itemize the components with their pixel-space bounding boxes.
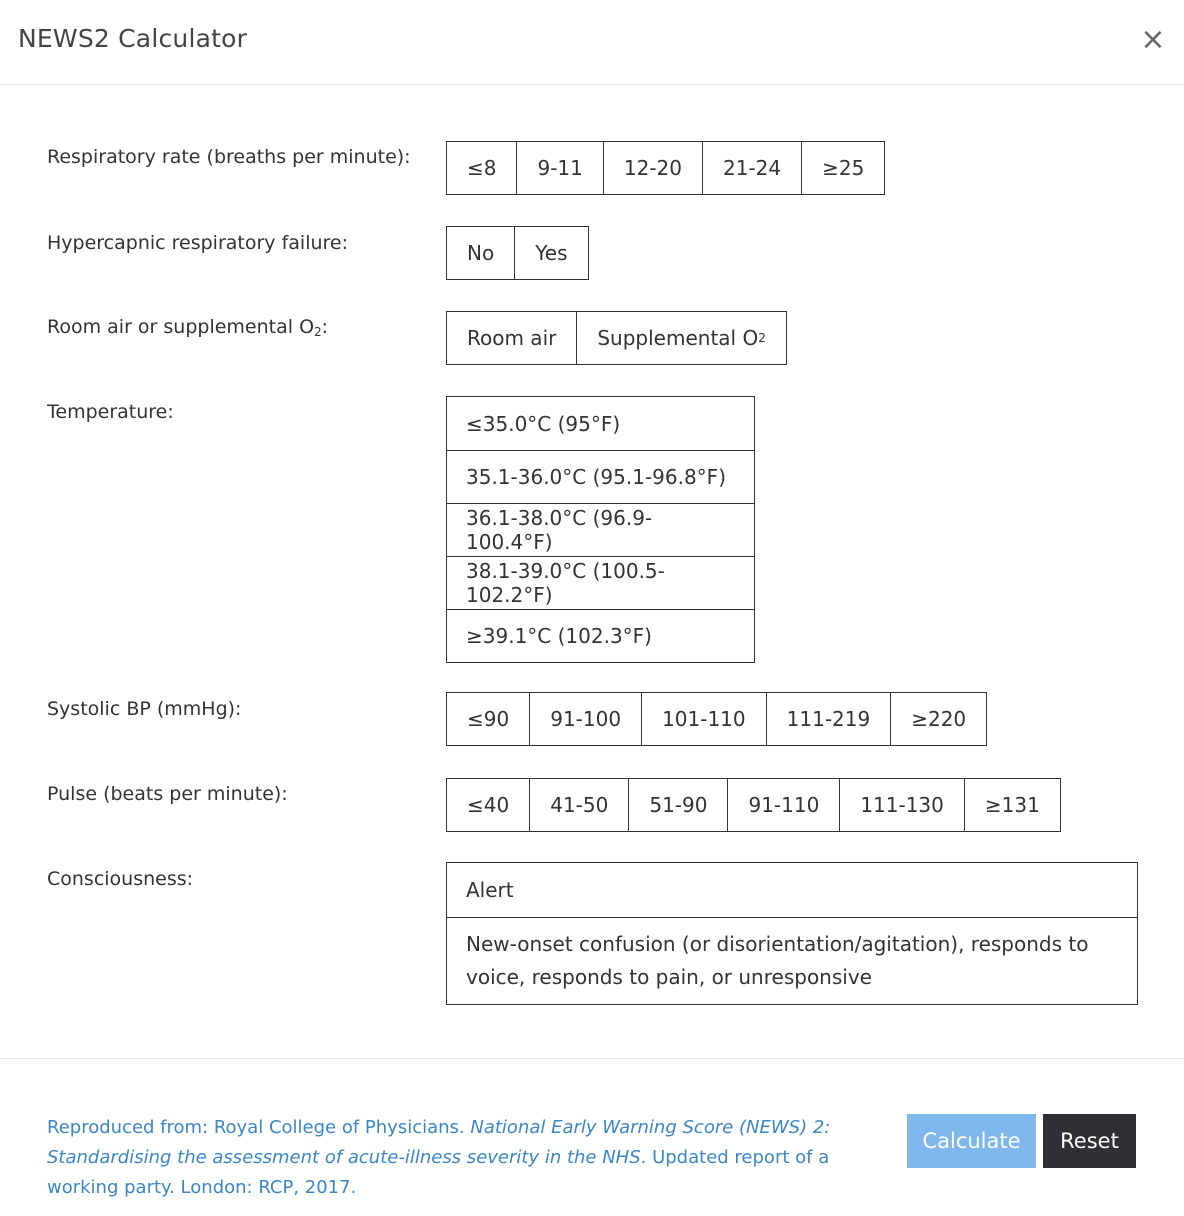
room-air-option[interactable]: Room air [467,326,557,350]
hypercapnic-no-option[interactable]: No [467,241,495,265]
respiratory-rate-options [446,141,885,195]
pulse-option[interactable]: 41-50 [529,779,628,831]
systolic-label: Systolic BP (mmHg): [47,698,242,720]
temperature-option[interactable]: ≤35.0°C (95°F) [466,411,621,436]
footer-divider [0,1058,1184,1059]
consciousness-label: Consciousness: [47,868,194,890]
oxygen-options [446,311,787,365]
consciousness-options [446,862,1138,1005]
respiratory-rate-option[interactable]: 9-11 [516,142,602,194]
modal-header [0,0,1184,85]
respiratory-rate-label: Respiratory rate (breaths per minute): [47,146,411,168]
modal-title: NEWS2 Calculator [18,24,248,53]
systolic-option[interactable]: 101-110 [641,693,766,745]
pulse-label: Pulse (beats per minute): [47,783,288,805]
pulse-option[interactable]: 51-90 [628,779,727,831]
temperature-option[interactable]: 35.1-36.0°C (95.1-96.8°F) [447,450,754,503]
respiratory-rate-option[interactable]: 12-20 [603,142,702,194]
oxygen-label: Room air or supplemental $O_2$: [47,316,329,339]
temperature-label: Temperature: [47,401,174,423]
pulse-option[interactable]: ≥131 [964,779,1060,831]
close-icon[interactable]: × [1140,22,1166,57]
respiratory-rate-option[interactable]: ≤8 [467,156,497,180]
systolic-option[interactable]: 91-100 [529,693,641,745]
respiratory-rate-option[interactable]: ≥25 [801,142,884,194]
respiratory-rate-option[interactable]: 21-24 [702,142,801,194]
pulse-option[interactable]: 91-110 [727,779,839,831]
pulse-option[interactable]: ≤40 [467,793,510,817]
supplemental-o2-option[interactable]: Supplemental O 2 [576,312,785,364]
systolic-option[interactable]: 111-219 [766,693,891,745]
reset-button[interactable]: Reset [1043,1114,1136,1168]
hypercapnic-yes-option[interactable]: Yes [514,227,587,279]
temperature-options [446,396,755,663]
alert-option[interactable]: Alert [466,878,514,902]
systolic-options [446,692,987,746]
hypercapnic-options [446,226,589,280]
temperature-option[interactable]: ≥39.1°C (102.3°F) [447,609,754,662]
reference-citation[interactable]: Reproduced from: Royal College of Physicians. National Early Warning Score (NEWS) 2: Standardising the assessment of acute-illness severity in the NHS. Updated report of a working party. London: RCP, 2017. [47,1117,831,1198]
systolic-option[interactable]: ≥220 [890,693,986,745]
temperature-option[interactable]: 38.1-39.0°C (100.5-102.2°F) [447,556,754,609]
pulse-option[interactable]: 111-130 [839,779,964,831]
calculate-button[interactable]: Calculate [907,1114,1036,1168]
temperature-option[interactable]: 36.1-38.0°C (96.9-100.4°F) [447,503,754,556]
systolic-option[interactable]: ≤90 [467,707,510,731]
hypercapnic-label: Hypercapnic respiratory failure: [47,232,348,254]
confusion-option[interactable]: New-onset confusion (or disorientation/agitation), responds to voice, responds to pain, or unresponsive [447,917,1137,1004]
pulse-options [446,778,1061,832]
